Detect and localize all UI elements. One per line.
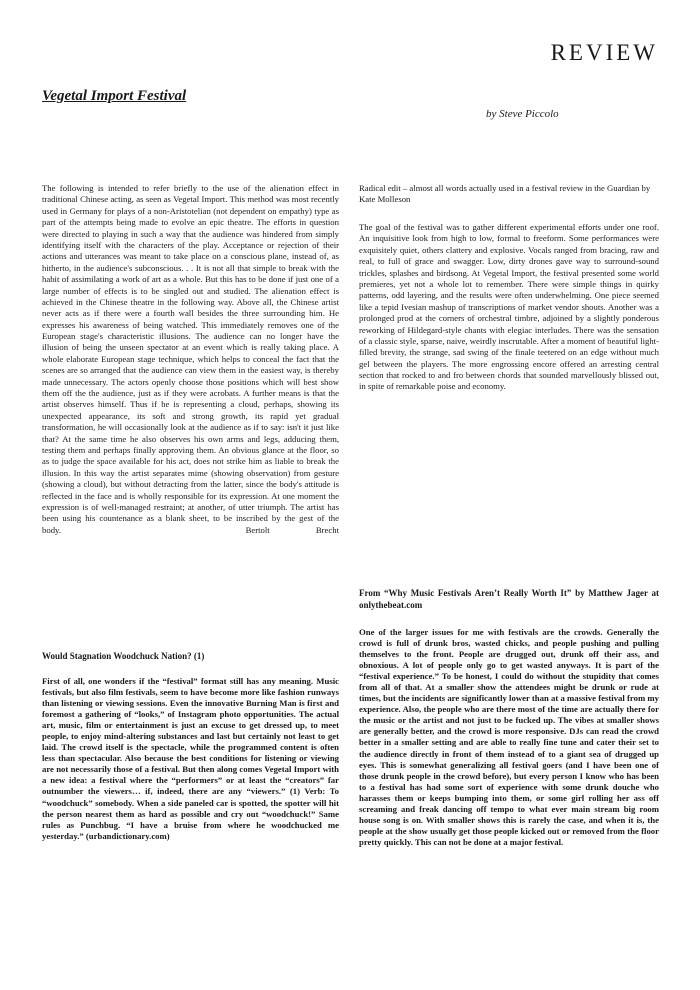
brecht-text: The following is intended to refer briefly to the use of the alienation effect in traditional Chinese acting, as seen as Vegetal Import. This method was most recently used in Germany for plays of a non-Aristotelian (not dependent on empathy) type as part of the attempts being made to evolve an epic theatre. The efforts in question were directed to playing in such a way that the audience was hindered from simply identifying itself with the characters of the play. Acceptance or rejection of their actions and utterances was meant to take place on a conscious plane, instead of, as hitherto, in the audience's subconscious. . . It is not all that simple to break with the habit of assimilating a work of art as a whole. But this has to be done if just one of a large number of effects is to be singled out and studied. The alienation effect is achieved in the Chinese theatre in the following way. Above all, the Chinese artist never acts as if there were a fourth wall besides the three surrounding him. He expresses his awareness of being watched. This immediately removes one of the European stage's characteristic illusions. The audience can no longer have the illusion of being the unseen spectator at an event which is really taking place. A whole elaborate European stage technique, which helps to conceal the fact that the scenes are so arranged that the audience can view them in the easiest way, is thereby made unnecessary. The actors openly choose those positions which will best show them off the the audience, just as if they were acrobats. A further means is that the artist observes himself. Thus if he is representing a cloud, perhaps, showing its unexpected appearance, its soft and strong growth, its rapid yet gradual transformation, he will occasionally look at the audience as if to say: isn't it just like that? At the same time he also observes his own arms and legs, adducing them, testing them and perhaps finally approving them. An obvious glance at the floor, so as to judge the space available for his act, does not strike him as liable to break the illusion. In this way the artist separates mime (showing observation) from gesture (showing a cloud), but without detracting from the latter, since the body's attitude is reflected in the face and is wholly responsible for its expression. At one moment the expression is of well-managed restraint; at another, of utter triumph. The artist has been using his countenance as a blank sheet, to be inscribed by the gest of the body. [42, 183, 339, 535]
article-title: Vegetal Import Festival [42, 88, 187, 104]
brecht-paragraph [42, 183, 339, 536]
guardian-intro: Radical edit – almost all words actually used in a festival review in the Guardian by Kate Molleson [359, 183, 651, 205]
mf-heading: From “Why Music Festivals Aren’t Really Worth It” by Matthew Jager at onlythebeat.com [359, 588, 659, 611]
mf-text: One of the larger issues for me with festivals are the crowds. Generally the crowd is full of drunk bros, wasted chicks, and people pushing and pulling themselves to the front. People are drugged out, drunk off their ass, and obnoxious. A lot of people only go to get wasted anyways. It is part of the “festival experience.” To be honest, I could do without the stupidity that comes from all of that. At a smaller show the attendees might be drunk or rude at times, but the incidents are significantly lower than at a massive festival from my experience. Also, the people who are there most of the time are actually there for the music or the artist and not just to be fucked up. The vibes at smaller shows are generally better, and the crowd is more responsive. DJs can read the crowd better in a smaller setting and are able to really fine tune and cater their set to the audience directly in front of them instead of to a giant sea of drugged up eyes. This is somewhat generalizing all festival goers (and I have been one of those drunk people in the crowd before), but every person I know who has been to a festival has had some sort of experience with some drunk douche who harasses them or keeps bumping into them, or some girl rolling her ass off screaming and freak dancing off tempo to what ever main stream big room house song is on. With smaller shows this is rarely the case, and when it is, the people at the show usually get those people kicked out or removed from the floor pretty quickly. This can not be done at a major festival. [359, 627, 659, 847]
section-header: REVIEW [550, 40, 658, 65]
woodchuck-text: First of all, one wonders if the “festival” format still has any meaning. Music festivals, but also film festivals, seem to have become more like fashion runways than listening or viewing sessions. Even the innovative Burning Man is first and foremost a gathering of “looks,” of Instagram photo opportunities. The actual art, music, film or entertainment is just an excuse to get dressed up, to meet people, to enjoy mind-altering substances and last but certainly not least to get laid. The crowd itself is the spectacle, while the programmed content is often less than spectacular. Also because the best conditions for listening or viewing are not necessarily those of a festival. But then along comes Vegetal Import with a new idea: a festival where the “performers” or at least the “creators” far outnumber the viewers… if, indeed, there are any “viewers.” (1) Verb: To “woodchuck” somebody. When a side paneled car is spotted, the spotter will hit the person nearest them as hard as possible and cry out “woodchuck!” Same rules as Punchbug. “I have a bruise from where he woodchucked me yesterday.” (urbandictionary.com) [42, 676, 339, 841]
brecht-quote [42, 183, 339, 536]
article-byline: by Steve Piccolo [486, 108, 559, 120]
woodchuck-heading: Would Stagnation Woodchuck Nation? (1) [42, 651, 205, 661]
brecht-attribution: Bertolt Brecht [245, 524, 339, 535]
guardian-text: The goal of the festival was to gather different experimental efforts under one roof. An inquisitive look from high to low, formal to freeform. Some performances were exquisitely quiet, others clattery and explosive. Vocals ranged from bracing, raw and real, to full of grace and swagger. Low, dirty drones gave way to surround-sound trickles, splashes and birdsong. At Vegetal Import, the festival presented some world premieres, yet not a whole lot to remember. There were simple things in quirky patterns, odd layering, and the results were often underwhelming. One piece seemed like a tepid Ivesian mashup of transcriptions of market vendor shouts. Another was a prolonged prod at the corners of orchestral timbre, adjoined by a slightly ponderous reworking of Hildegard-style chants with elegiac interludes. There was the sensation of a classic style, sparse, naive, weirdly inscrutable. After a moment of beautiful light-filled brevity, the strange, sad swing of the finale teetered on an edge without much gel between the players. The more engrossing encore offered an arresting central section that rocked to and fro between chords that sounded marvellously blissed out, in spite of remarkable poise and economy. [359, 222, 659, 392]
